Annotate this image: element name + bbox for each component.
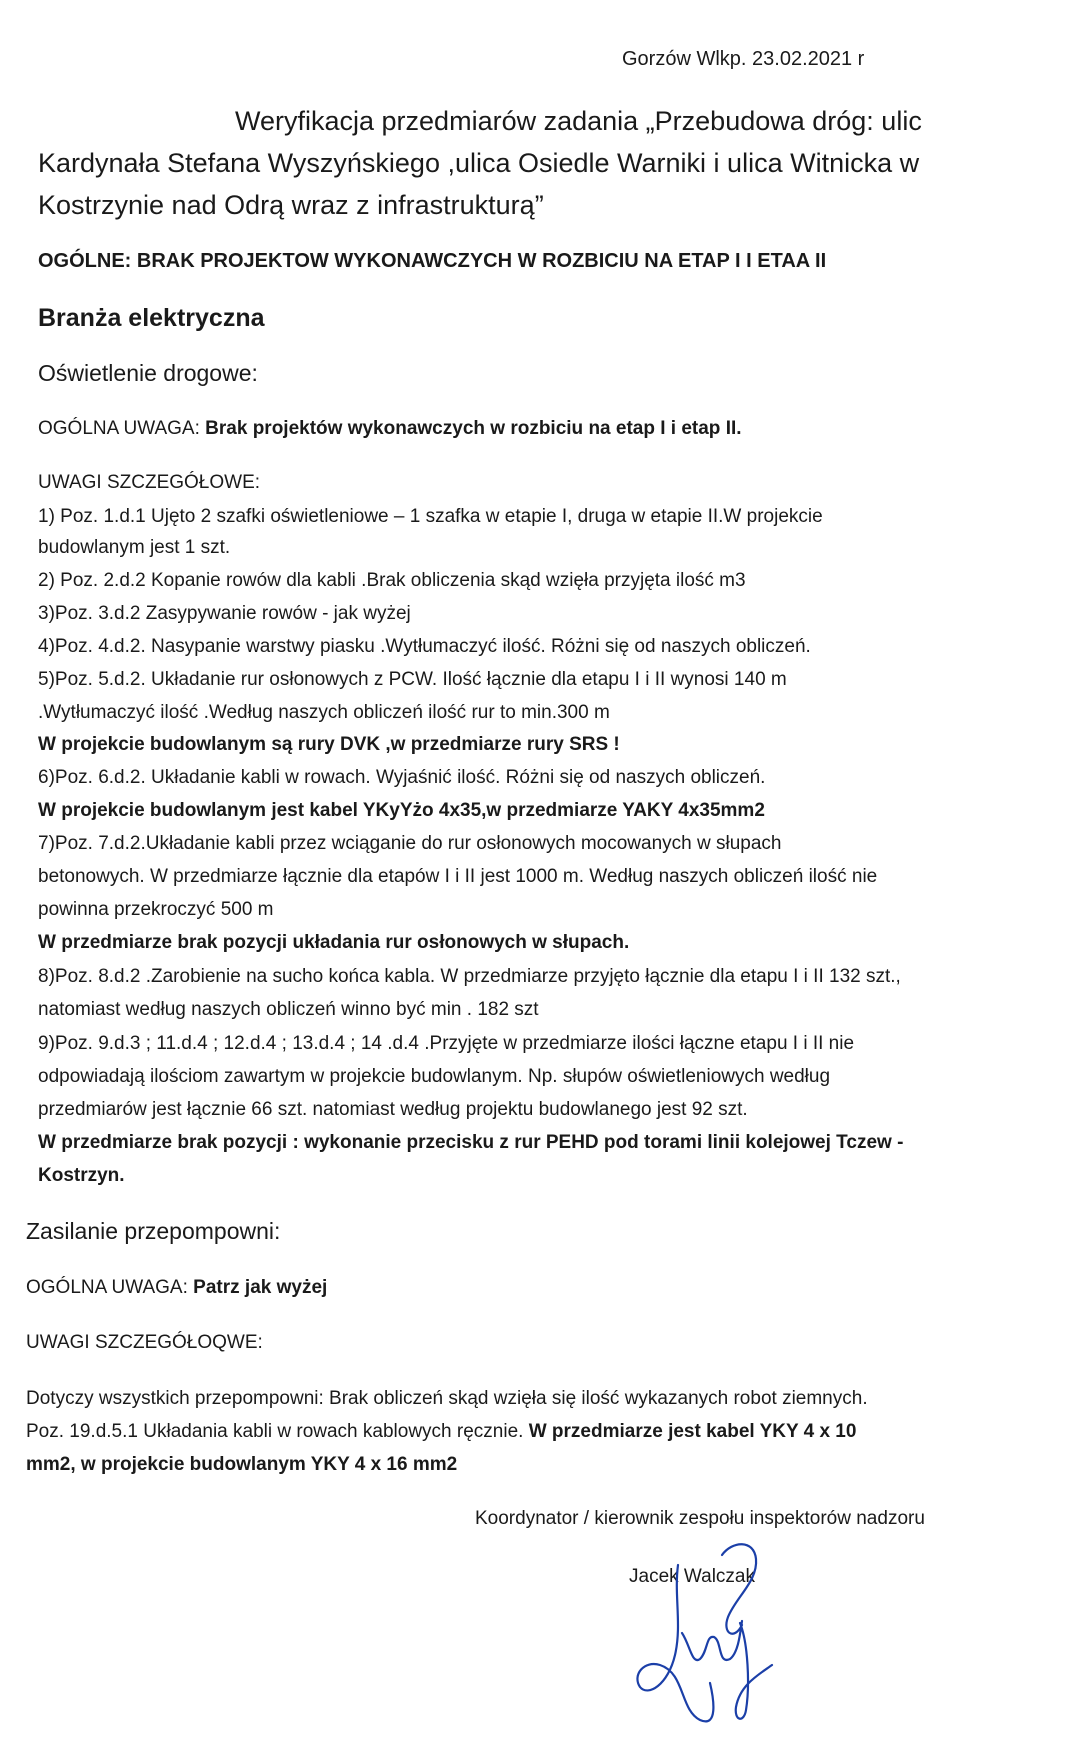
- signature-name: Jacek Walczak: [629, 1566, 755, 1587]
- date-line: Gorzów Wlkp. 23.02.2021 r: [622, 48, 865, 70]
- detail-line: powinna przekroczyć 500 m: [38, 899, 274, 920]
- pumping-line-2-bold: W przedmiarze jest kabel YKY 4 x 10: [528, 1421, 857, 1442]
- lighting-details-heading: UWAGI SZCZEGÓŁOWE:: [38, 472, 261, 493]
- detail-line: budowlanym jest 1 szt.: [38, 537, 231, 558]
- document-title: [38, 100, 922, 226]
- title-line-1: Weryfikacja przedmiarów zadania „Przebudowa dróg: ulic: [235, 106, 922, 136]
- lighting-general-note: [38, 418, 742, 440]
- pumping-general-note: [26, 1277, 327, 1299]
- detail-line-bold: W przedmiarze brak pozycji : wykonanie przecisku z rur PEHD pod torami linii kolejowej Tczew -: [38, 1132, 904, 1153]
- branch-title: Branża elektryczna: [38, 304, 265, 332]
- detail-line: 1) Poz. 1.d.1 Ujęto 2 szafki oświetleniowe – 1 szafka w etapie I, druga w etapie II.W projekcie: [38, 506, 823, 527]
- detail-line-bold: W projekcie budowlanym są rury DVK ,w przedmiarze rury SRS !: [38, 734, 620, 755]
- signature-role: Koordynator / kierownik zespołu inspektorów nadzoru: [475, 1508, 925, 1529]
- general-note: OGÓLNE: BRAK PROJEKTOW WYKONAWCZYCH W ROZBICIU NA ETAP I I ETAA II: [38, 250, 827, 272]
- detail-line: .Wytłumaczyć ilość .Według naszych obliczeń ilość rur to min.300 m: [38, 702, 610, 723]
- general-text: Brak projektów wykonawczych w rozbiciu na etap I i etap II.: [205, 418, 742, 439]
- title-line-3: Kostrzynie nad Odrą wraz z infrastrukturą”: [38, 190, 544, 220]
- detail-line-bold: Kostrzyn.: [38, 1165, 125, 1186]
- detail-line: 6)Poz. 6.d.2. Układanie kabli w rowach. Wyjaśnić ilość. Różni się od naszych obliczeń.: [38, 767, 766, 788]
- detail-line: 7)Poz. 7.d.2.Układanie kabli przez wciąganie do rur osłonowych mocowanych w słupach: [38, 833, 782, 854]
- pumping-line-2-normal: Poz. 19.d.5.1 Układania kabli w rowach kablowych ręcznie.: [26, 1421, 529, 1442]
- pumping-line-2: [26, 1421, 856, 1443]
- detail-line: betonowych. W przedmiarze łącznie dla etapów I i II jest 1000 m. Według naszych obliczeń ilość nie: [38, 866, 878, 887]
- pumping-line-3: mm2, w projekcie budowlanym YKY 4 x 16 mm2: [26, 1454, 458, 1475]
- detail-line: 8)Poz. 8.d.2 .Zarobienie na sucho końca kabla. W przedmiarze przyjęto łącznie dla etapu I i II 132 szt.,: [38, 966, 901, 987]
- detail-line: natomiast według naszych obliczeń winno być min . 182 szt: [38, 999, 539, 1020]
- general-label: OGÓLNA UWAGA:: [38, 418, 206, 439]
- handwritten-signature: [630, 1525, 790, 1735]
- detail-line-bold: W przedmiarze brak pozycji układania rur osłonowych w słupach.: [38, 932, 630, 953]
- pumping-heading: Zasilanie przepompowni:: [26, 1218, 281, 1244]
- general-text: Patrz jak wyżej: [193, 1277, 328, 1298]
- detail-line: 9)Poz. 9.d.3 ; 11.d.4 ; 12.d.4 ; 13.d.4 ; 14 .d.4 .Przyjęte w przedmiarze ilości łączne etapu I i II nie: [38, 1033, 855, 1054]
- detail-line: 3)Poz. 3.d.2 Zasypywanie rowów - jak wyżej: [38, 603, 411, 624]
- pumping-line-1: Dotyczy wszystkich przepompowni: Brak obliczeń skąd wzięła się ilość wykazanych robot ziemnych.: [26, 1388, 868, 1409]
- general-label: OGÓLNA UWAGA:: [26, 1277, 194, 1298]
- detail-line: przedmiarów jest łącznie 66 szt. natomiast według projektu budowlanego jest 92 szt.: [38, 1099, 748, 1120]
- detail-line: odpowiadają ilościom zawartym w projekcie budowlanym. Np. słupów oświetleniowych według: [38, 1066, 831, 1087]
- detail-line: 4)Poz. 4.d.2. Nasypanie warstwy piasku .Wytłumaczyć ilość. Różni się od naszych obliczeń.: [38, 636, 811, 657]
- detail-line-bold: W projekcie budowlanym jest kabel YKyYżo 4x35,w przedmiarze YAKY 4x35mm2: [38, 800, 765, 821]
- detail-line: 5)Poz. 5.d.2. Układanie rur osłonowych z PCW. Ilość łącznie dla etapu I i II wynosi 140 m: [38, 669, 787, 690]
- detail-line: 2) Poz. 2.d.2 Kopanie rowów dla kabli .Brak obliczenia skąd wzięła przyjęta ilość m3: [38, 570, 746, 591]
- title-line-2: Kardynała Stefana Wyszyńskiego ,ulica Osiedle Warniki i ulica Witnicka w: [38, 148, 920, 178]
- lighting-heading: Oświetlenie drogowe:: [38, 360, 258, 386]
- pumping-details-heading: UWAGI SZCZEGÓŁOQWE:: [26, 1332, 263, 1353]
